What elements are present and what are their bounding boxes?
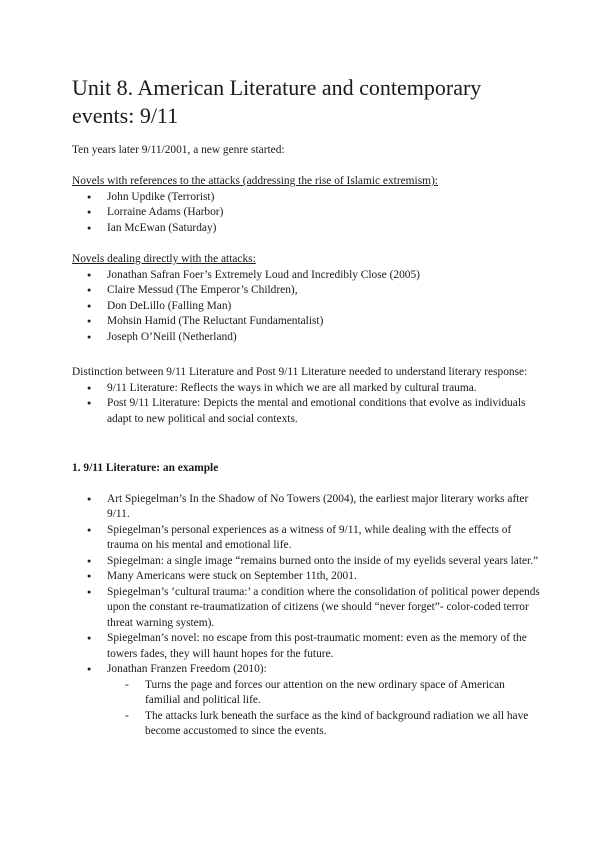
section-heading: Novels dealing directly with the attacks: (72, 253, 256, 265)
distinction-paragraph: Distinction between 9/11 Literature and Post 9/11 Literature needed to understand literary response: (72, 366, 528, 378)
list-item: ● Spiegelman: a single image “remains burned onto the inside of my eyelids several years later.” (72, 554, 542, 570)
list-item: ● Art Spiegelman’s In the Shadow of No Towers (2004), the earliest major literary works after 9/11. (72, 492, 542, 523)
list-item: ● Spiegelman’s personal experiences as a witness of 9/11, while dealing with the effects of trauma on his mental and emotional life. (72, 523, 542, 554)
list-item: ● Many Americans were stuck on September 11th, 2001. (72, 569, 542, 585)
list-item: ● Spiegelman’s novel: no escape from this post-traumatic moment: even as the memory of the towers fades, they will haunt hopes for the future. (72, 631, 542, 662)
example-section (72, 461, 542, 740)
bullet-list (72, 268, 542, 346)
intro-paragraph: Ten years later 9/11/2001, a new genre started: (72, 144, 285, 156)
list-item: ● Joseph O’Neill (Netherland) (72, 330, 542, 346)
list-item: ● Ian McEwan (Saturday) (72, 221, 542, 237)
section-references (72, 174, 542, 236)
list-item: ● Jonathan Franzen Freedom (2010): (72, 662, 542, 678)
bullet-list (72, 381, 542, 428)
distinction-section (72, 365, 542, 427)
list-item: ● 9/11 Literature: Reflects the ways in which we are all marked by cultural trauma. (72, 381, 542, 397)
list-item: ● Spiegelman’s ‘cultural trauma:’ a condition where the consolidation of political power depends upon the constant re-traumatization of citizens (we should “never forget”- color-coded terror threat warning system). (72, 585, 542, 632)
bullet-list (72, 492, 542, 678)
page-title: Unit 8. American Literature and contemporary events: 9/11 (72, 75, 482, 128)
dash-list (72, 678, 542, 740)
list-item: ● Jonathan Safran Foer’s Extremely Loud and Incredibly Close (2005) (72, 268, 542, 284)
section-heading-bold: 1. 9/11 Literature: an example (72, 462, 219, 474)
list-item: ● Claire Messud (The Emperor’s Children), (72, 283, 542, 299)
list-item: ● Lorraine Adams (Harbor) (72, 205, 542, 221)
list-item: ● Mohsin Hamid (The Reluctant Fundamentalist) (72, 314, 542, 330)
bullet-list (72, 190, 542, 237)
list-item: ● John Updike (Terrorist) (72, 190, 542, 206)
list-item: ● Post 9/11 Literature: Depicts the mental and emotional conditions that evolve as individuals adapt to new political and social contexts. (72, 396, 542, 427)
section-direct (72, 252, 542, 345)
section-heading: Novels with references to the attacks (addressing the rise of Islamic extremism): (72, 175, 438, 187)
list-item: - Turns the page and forces our attention on the new ordinary space of American familial and political life. (72, 678, 542, 709)
list-item: - The attacks lurk beneath the surface as the kind of background radiation we all have become accustomed to since the events. (72, 709, 542, 740)
list-item: ● Don DeLillo (Falling Man) (72, 299, 542, 315)
